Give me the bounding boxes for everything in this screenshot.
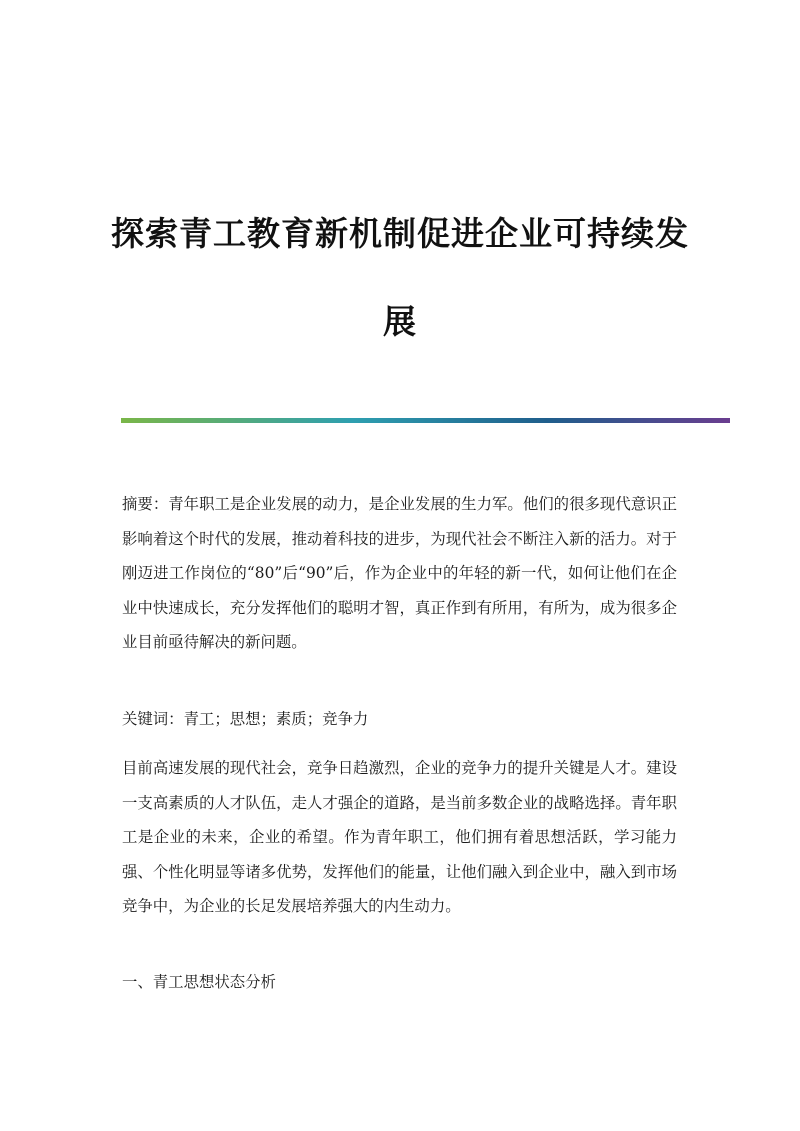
keywords-line: 关键词：青工；思想；素质；竞争力 <box>122 710 369 728</box>
body-paragraph: 目前高速发展的现代社会，竞争日趋激烈，企业的竞争力的提升关键是人才。建设一支高素质的人才队伍，走人才强企的道路，是当前多数企业的战略选择。青年职工是企业的未来，企业的希望。作为青年职工，他们拥有着思想活跃，学习能力强、个性化明显等诸多优势，发挥他们的能量，让他们融入到企业中，融入到市场竞争中，为企业的长足发展培养强大的内生动力。 <box>122 759 677 916</box>
title-divider <box>121 418 730 423</box>
document-title: 探索青工教育新机制促进企业可持续发展 <box>111 214 689 342</box>
abstract-paragraph: 摘要：青年职工是企业发展的动力，是企业发展的生力军。他们的很多现代意识正影响着这个时代的发展，推动着科技的进步，为现代社会不断注入新的活力。对于刚迈进工作岗位的“80”后“90”后，作为企业中的年轻的新一代，如何让他们在企业中快速成长，充分发挥他们的聪明才智，真正作到有所用，有所为，成为很多企业目前亟待解决的新问题。 <box>122 495 677 652</box>
section-heading: 一、青工思想状态分析 <box>122 973 276 991</box>
